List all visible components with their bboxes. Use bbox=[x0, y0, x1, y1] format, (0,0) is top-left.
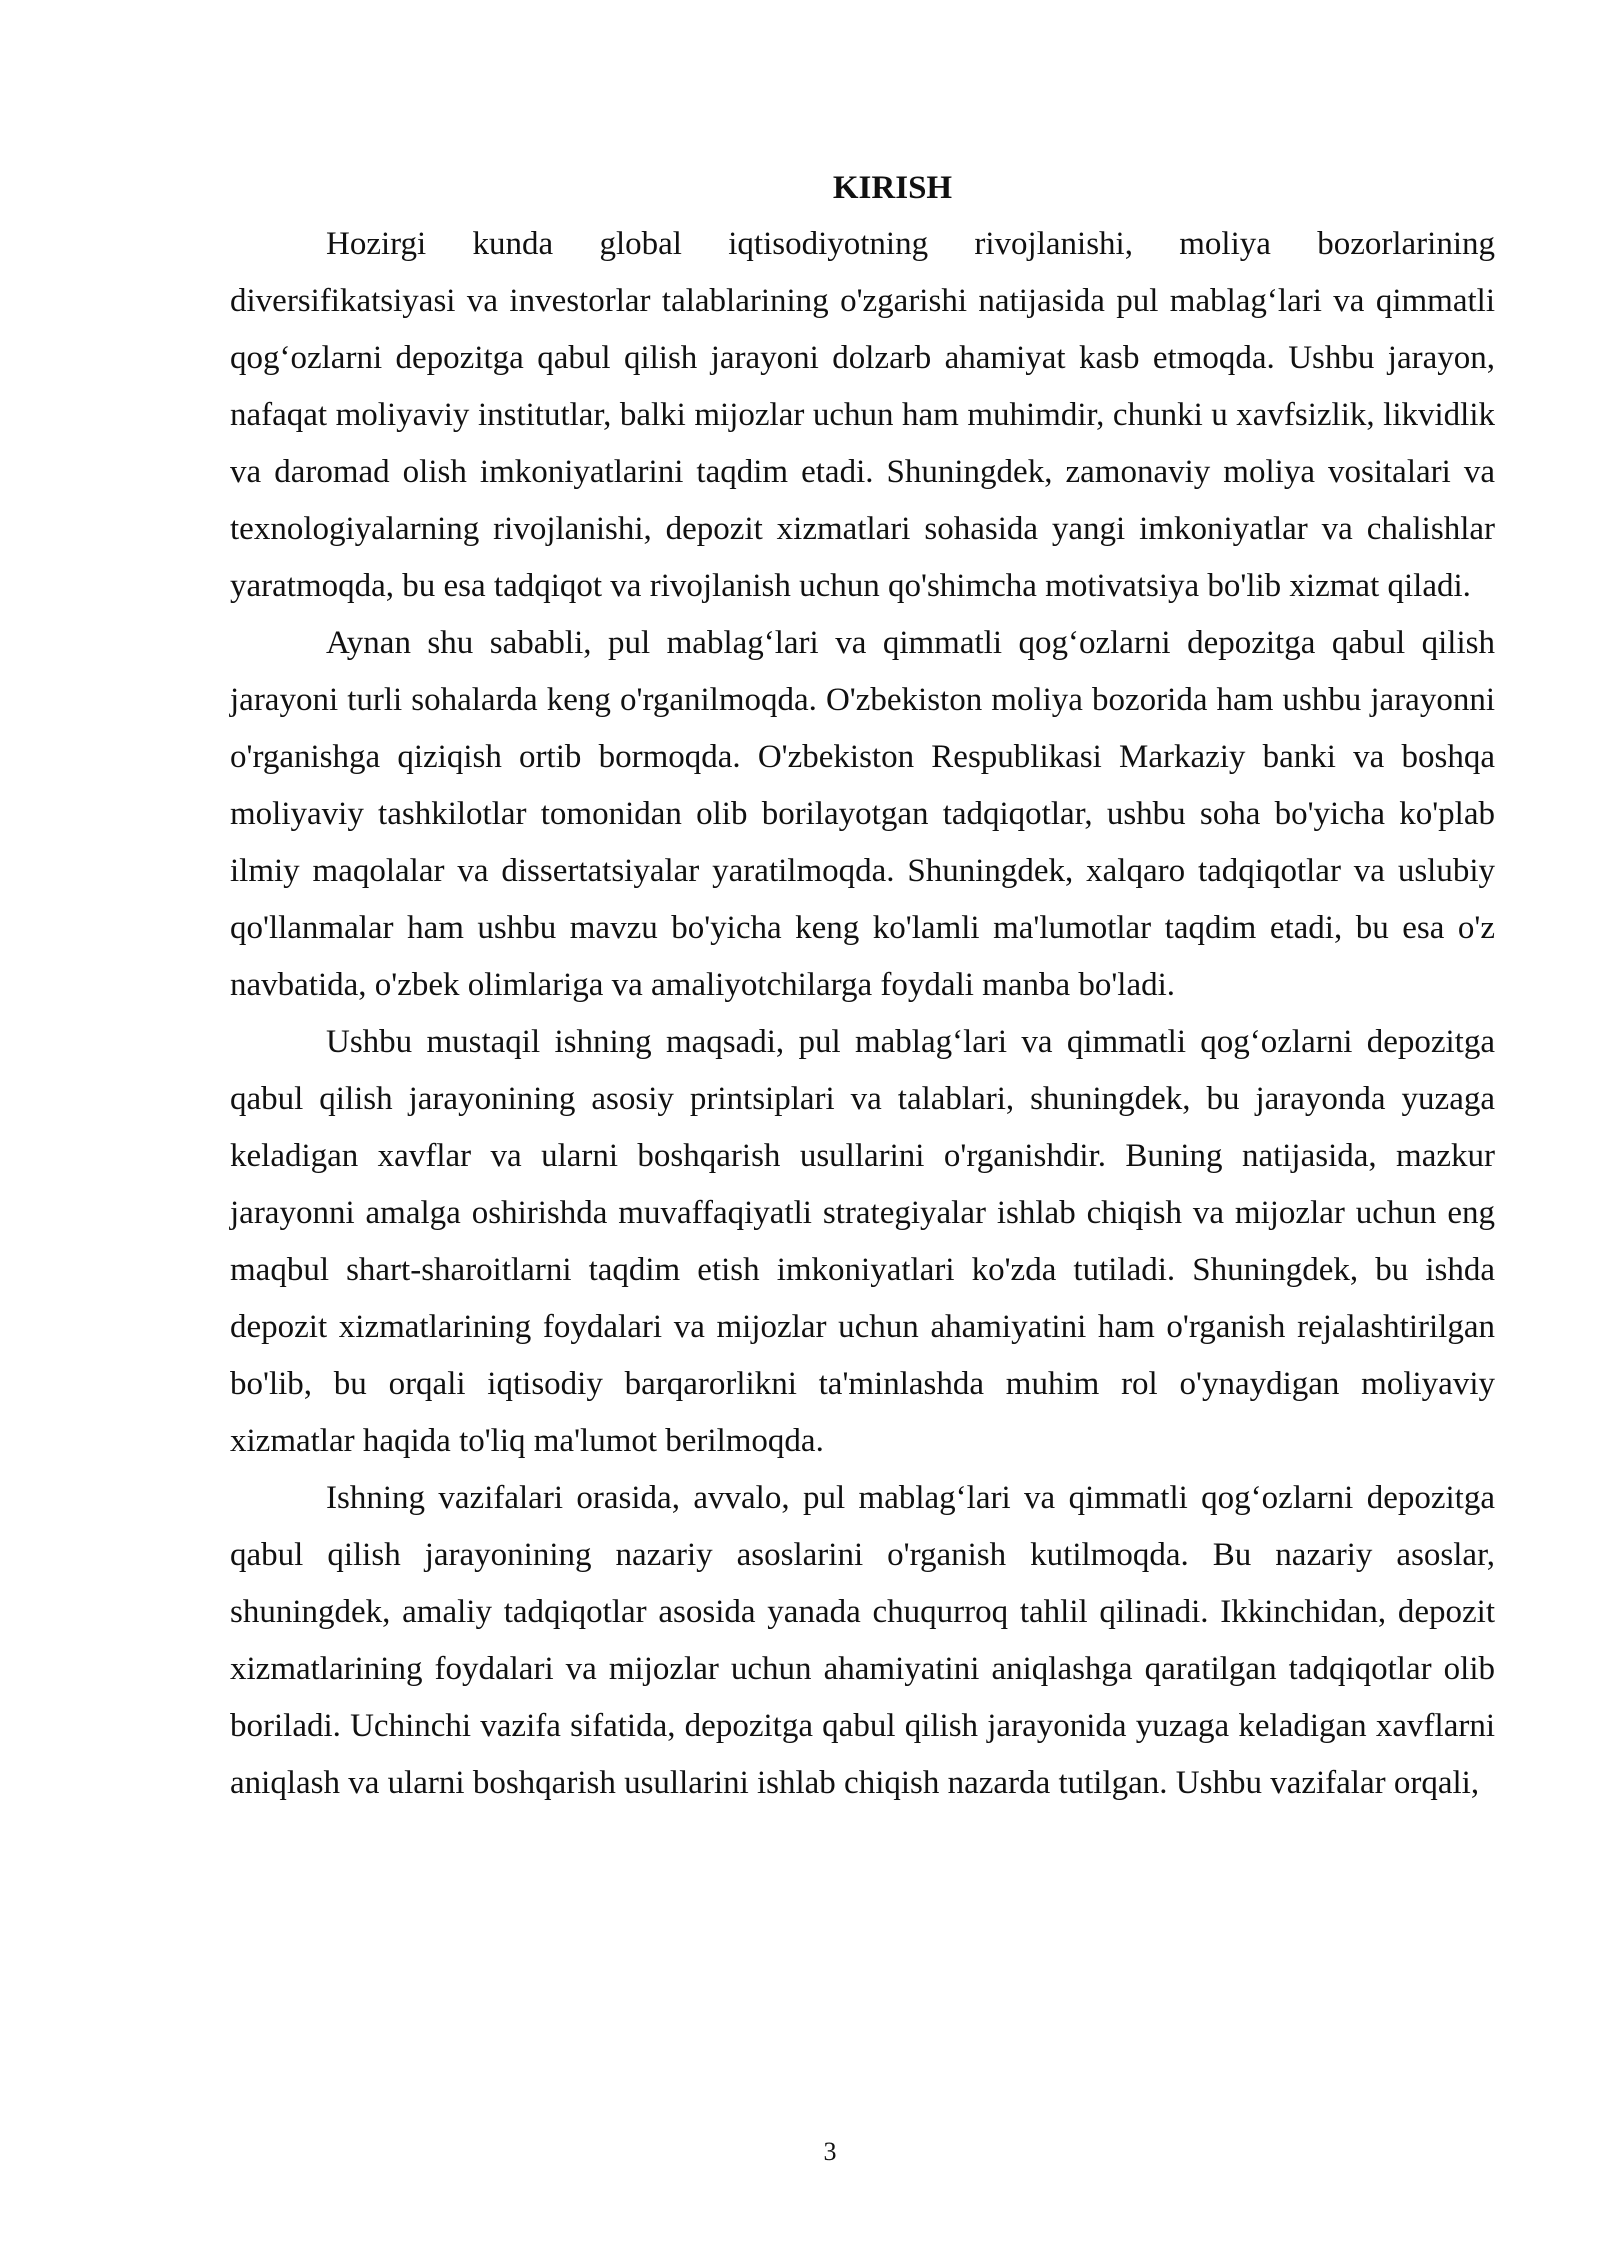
paragraph-4: Ishning vazifalari orasida, avvalo, pul mablag‘lari va qimmatli qog‘ozlarni depozitga qabul qilish jarayonining nazariy asoslarini o'rganish kutilmoqda. Bu nazariy asoslar, shuningdek, amaliy tadqiqotlar asosida yanada chuqurroq tahlil qilinadi. Ikkinchidan, depozit xizmatlarining foydalari va mijozlar uchun ahamiyatini aniqlashga qaratilgan tadqiqotlar olib boriladi. Uchinchi vazifa sifatida, depozitga qabul qilish jarayonida yuzaga keladigan xavflarni aniqlash va ularni boshqarish usullarini ishlab chiqish nazarda tutilgan. Ushbu vazifalar orqali, bbox=[230, 1480, 1495, 1801]
paragraph-2: Aynan shu sababli, pul mablag‘lari va qimmatli qog‘ozlarni depozitga qabul qilish jarayoni turli sohalarda keng o'rganilmoqda. O'zbekiston moliya bozorida ham ushbu jarayonni o'rganishga qiziqish ortib bormoqda. O'zbekiston Respublikasi Markaziy banki va boshqa moliyaviy tashkilotlar tomonidan olib borilayotgan tadqiqotlar, ushbu soha bo'yicha ko'plab ilmiy maqolalar va dissertatsiyalar yaratilmoqda. Shuningdek, xalqaro tadqiqotlar va uslubiy qo'llanmalar ham ushbu mavzu bo'yicha keng ko'lamli ma'lumotlar taqdim etadi, bu esa o'z navbatida, o'zbek olimlariga va amaliyotchilarga foydali manba bo'ladi. bbox=[230, 625, 1495, 1003]
paragraph-1: Hozirgi kunda global iqtisodiyotning rivojlanishi, moliya bozorlarining diversifikatsiyasi va investorlar talablarining o'zgarishi natijasida pul mablag‘lari va qimmatli qog‘ozlarni depozitga qabul qilish jarayoni dolzarb ahamiyat kasb etmoqda. Ushbu jarayon, nafaqat moliyaviy institutlar, balki mijozlar uchun ham muhimdir, chunki u xavfsizlik, likvidlik va daromad olish imkoniyatlarini taqdim etadi. Shuningdek, zamonaviy moliya vositalari va texnologiyalarning rivojlanishi, depozit xizmatlari sohasida yangi imkoniyatlar va chalishlar yaratmoqda, bu esa tadqiqot va rivojlanish uchun qo'shimcha motivatsiya bo'lib xizmat qiladi. bbox=[230, 226, 1495, 604]
page-content bbox=[230, 160, 1495, 1812]
page-number: 3 bbox=[823, 2137, 837, 2166]
section-heading: KIRISH bbox=[832, 170, 953, 206]
paragraph-3: Ushbu mustaqil ishning maqsadi, pul mablag‘lari va qimmatli qog‘ozlarni depozitga qabul qilish jarayonining asosiy printsiplari va talablari, shuningdek, bu jarayonda yuzaga keladigan xavflar va ularni boshqarish usullarini o'rganishdir. Buning natijasida, mazkur jarayonni amalga oshirishda muvaffaqiyatli strategiyalar ishlab chiqish va mijozlar uchun eng maqbul shart-sharoitlarni taqdim etish imkoniyatlari ko'zda tutiladi. Shuningdek, bu ishda depozit xizmatlarining foydalari va mijozlar uchun ahamiyatini ham o'rganish rejalashtirilgan bo'lib, bu orqali iqtisodiy barqarorlikni ta'minlashda muhim rol o'ynaydigan moliyaviy xizmatlar haqida to'liq ma'lumot berilmoqda. bbox=[230, 1024, 1495, 1459]
